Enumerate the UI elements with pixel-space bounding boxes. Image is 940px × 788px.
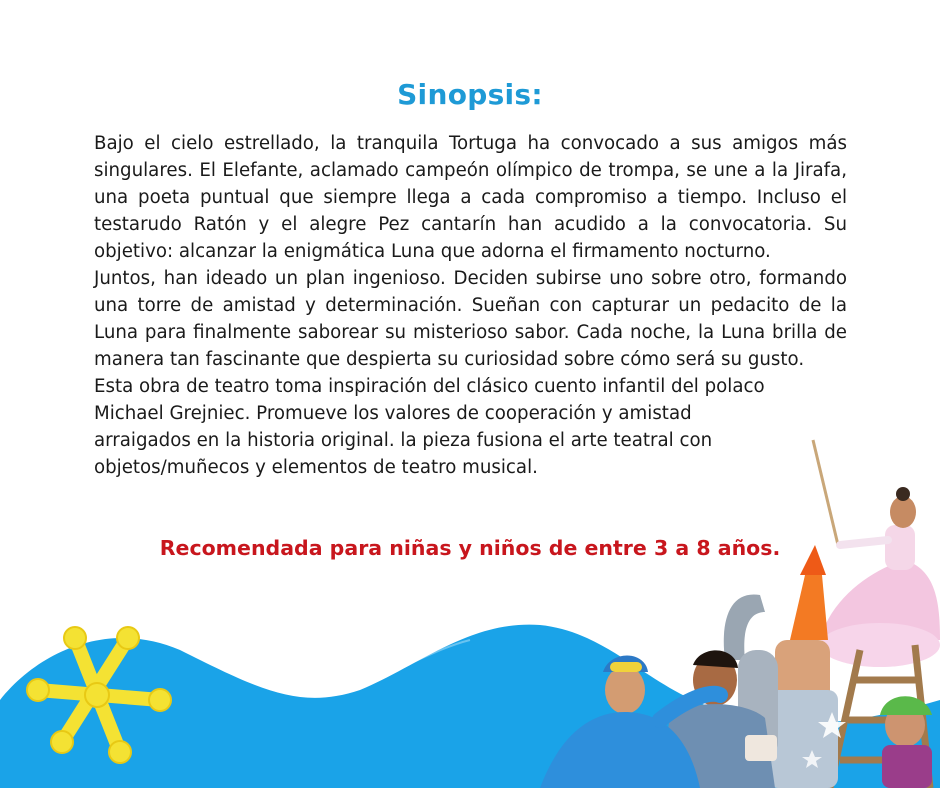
page-title: Sinopsis: <box>397 78 543 111</box>
synopsis-paragraph-3: Esta obra de teatro toma inspiración del clásico cuento infantil del polaco Michael Grejniec. Promueve los valores de cooperación y amistad arraigados en la historia original. la pieza fusiona el arte teatral con objetos/muñecos y elementos de teatro musical. <box>94 376 765 478</box>
age-recommendation: Recomendada para niñas y niños de entre 3 a 8 años. <box>159 536 781 560</box>
synopsis-paragraph-1: Bajo el cielo estrellado, la tranquila Tortuga ha convocado a sus amigos más singulares. El Elefante, aclamado campeón olímpico de trompa, se une a la Jirafa, una poeta puntual que siempre llega a cada compromiso a tiempo. Incluso el testarudo Ratón y el alegre Pez cantarín han acudido a la convocatoria. Su objetivo: alcanzar la enigmática Luna que adorna el firmamento nocturno. <box>94 133 847 262</box>
synopsis-body <box>94 130 847 481</box>
synopsis-paragraph-2: Juntos, han ideado un plan ingenioso. Deciden subirse uno sobre otro, formando una torre de amistad y determinación. Sueñan con capturar un pedacito de la Luna para finalmente saborear su misterioso sabor. Cada noche, la Luna brilla de manera tan fascinante que despierta su curiosidad sobre cómo será su gusto. <box>94 268 847 370</box>
